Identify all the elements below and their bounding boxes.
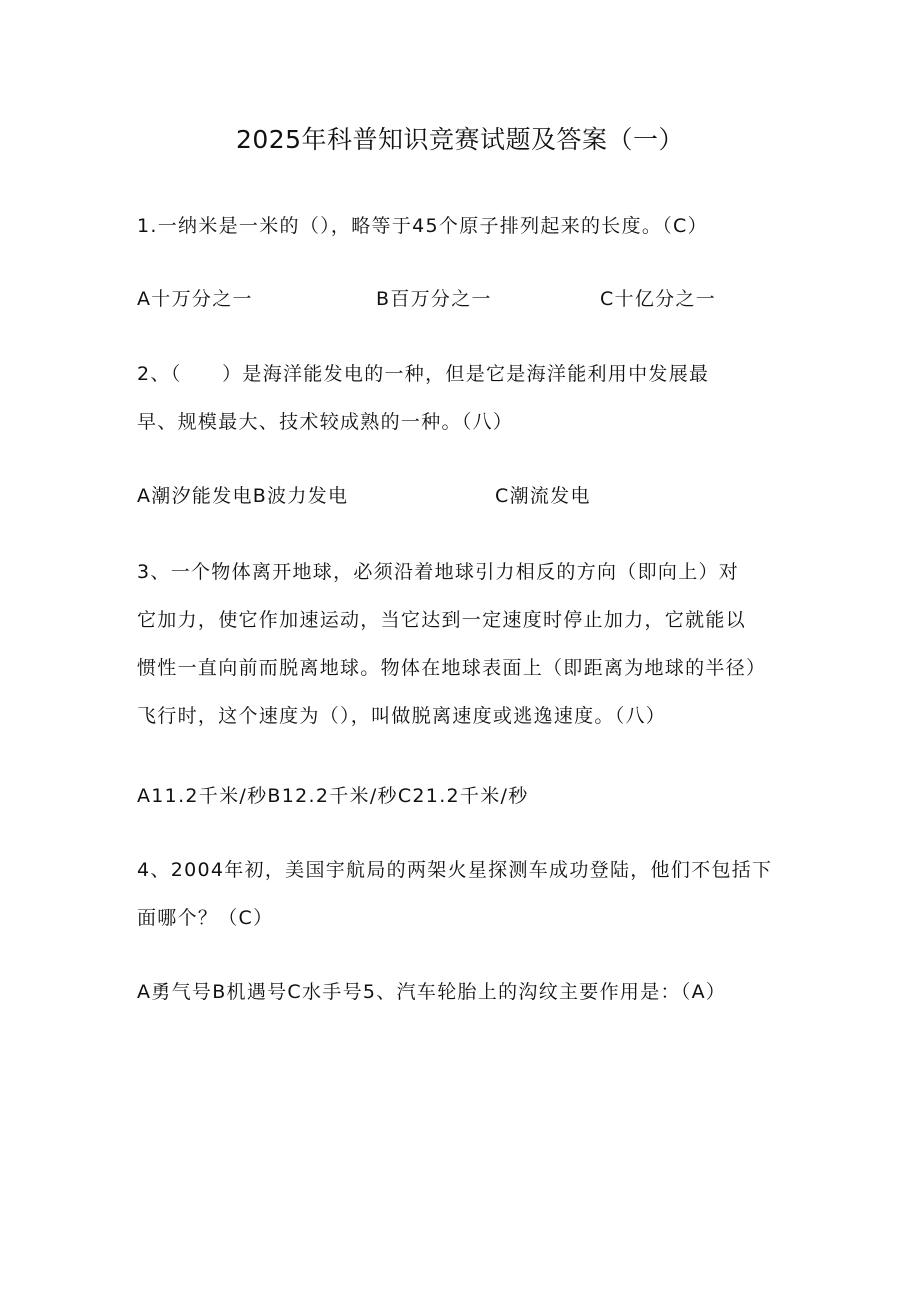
question-1-option-b: B百万分之一 [376,288,492,310]
question-4-line-1: 4、2004年初，美国宇航局的两架火星探测车成功登陆，他们不包括下 [137,859,773,881]
question-2-line-2: 早、规模最大、技术较成熟的一种。（八） [137,411,514,433]
question-2-line-1: 2、（ ）是海洋能发电的一种，但是它是海洋能利用中发展最 [137,363,710,385]
question-3-line-3: 惯性一直向前而脱离地球。物体在地球表面上（即距离为地球的半径） [137,657,767,679]
question-3-line-2: 它加力，使它作加速运动，当它达到一定速度时停止加力，它就能以 [137,609,747,631]
question-3-line-4: 飞行时，这个速度为（），叫做脱离速度或逃逸速度。（八） [137,705,667,727]
question-3-options: A11.2千米/秒B12.2千米/秒C21.2千米/秒 [137,785,529,807]
question-2-option-c: C潮流发电 [495,485,591,507]
question-2-option-ab: A潮汐能发电B波力发电 [137,485,349,507]
question-1-text: 1.一纳米是一米的（），略等于45个原子排列起来的长度。（C） [137,215,708,237]
question-3-line-1: 3、一个物体离开地球，必须沿着地球引力相反的方向（即向上）对 [137,561,740,583]
question-1-option-c: C十亿分之一 [600,288,717,310]
document-title: 2025年科普知识竞赛试题及答案（一） [235,125,685,154]
question-4-options: A勇气号B机遇号C水手号5、汽车轮胎上的沟纹主要作用是：（A） [137,981,727,1003]
question-4-line-2: 面哪个？（C） [137,907,274,929]
question-1-option-a: A十万分之一 [137,288,253,310]
